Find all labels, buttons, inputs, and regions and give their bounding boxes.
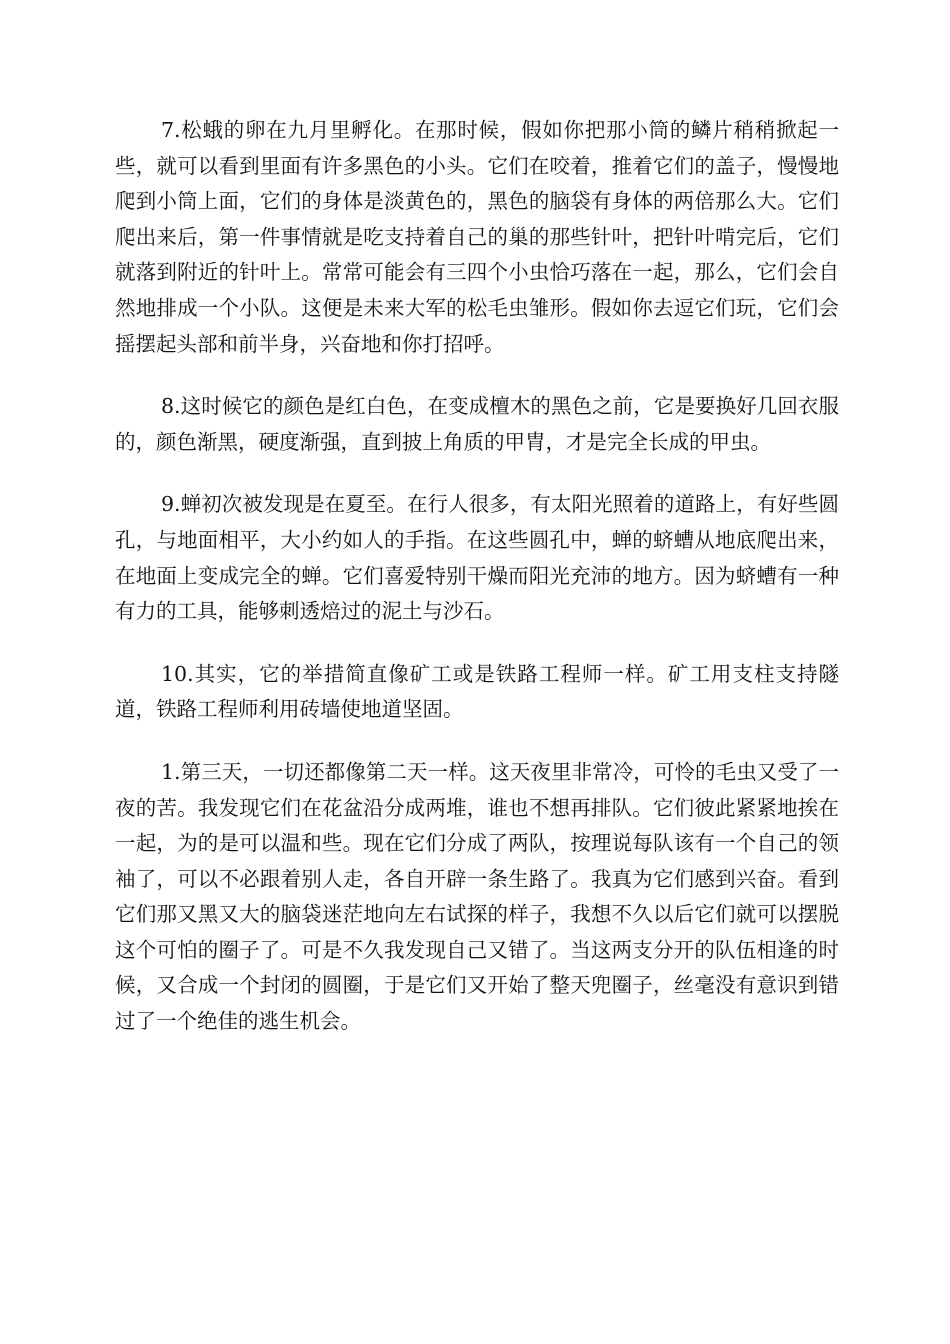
paragraph-9-cicada-discovery: 9.蝉初次被发现是在夏至。在行人很多，有太阳光照着的道路上，有好些圆孔，与地面相平，大小约如人的手指。在这些圆孔中，蝉的蛴螬从地底爬出来，在地面上变成完全的蝉。它们喜爱特别干燥而阳光充沛的地方。因为蛴螬有一种有力的工具，能够刺透焙过的泥土与沙石。 bbox=[115, 492, 839, 624]
document-page bbox=[115, 113, 839, 1040]
paragraph-8-beetle-color: 8.这时候它的颜色是红白色，在变成檀木的黑色之前，它是要换好几回衣服的，颜色渐黑，硬度渐强，直到披上角质的甲胄，才是完全长成的甲虫。 bbox=[115, 394, 839, 454]
paragraph-1-third-day: 1.第三天，一切还都像第二天一样。这天夜里非常冷，可怜的毛虫又受了一夜的苦。我发现它们在花盆沿分成两堆，谁也不想再排队。它们彼此紧紧地挨在一起，为的是可以温和些。现在它们分成了两队，按理说每队该有一个自己的领袖了，可以不必跟着别人走，各自开辟一条生路了。我真为它们感到兴奋。看到它们那又黑又大的脑袋迷茫地向左右试探的样子，我想不久以后它们就可以摆脱这个可怕的圈子了。可是不久我发现自己又错了。当这两支分开的队伍相逢的时候，又合成一个封闭的圆圈，于是它们又开始了整天兜圈子，丝毫没有意识到错过了一个绝佳的逃生机会。 bbox=[115, 759, 839, 1034]
paragraph-7-pine-moth-eggs: 7.松蛾的卵在九月里孵化。在那时候，假如你把那小筒的鳞片稍稍掀起一些，就可以看到里面有许多黑色的小头。它们在咬着，推着它们的盖子，慢慢地爬到小筒上面，它们的身体是淡黄色的，黑色的脑袋有身体的两倍那么大。它们爬出来后，第一件事情就是吃支持着自己的巢的那些针叶，把针叶啃完后，它们就落到附近的针叶上。常常可能会有三四个小虫恰巧落在一起，那么，它们会自然地排成一个小队。这便是未来大军的松毛虫雏形。假如你去逗它们玩，它们会摇摆起头部和前半身，兴奋地和你打招呼。 bbox=[115, 118, 839, 356]
paragraph-10-miner-analogy: 10.其实，它的举措简直像矿工或是铁路工程师一样。矿工用支柱支持隧道，铁路工程师利用砖墙使地道坚固。 bbox=[115, 661, 839, 722]
